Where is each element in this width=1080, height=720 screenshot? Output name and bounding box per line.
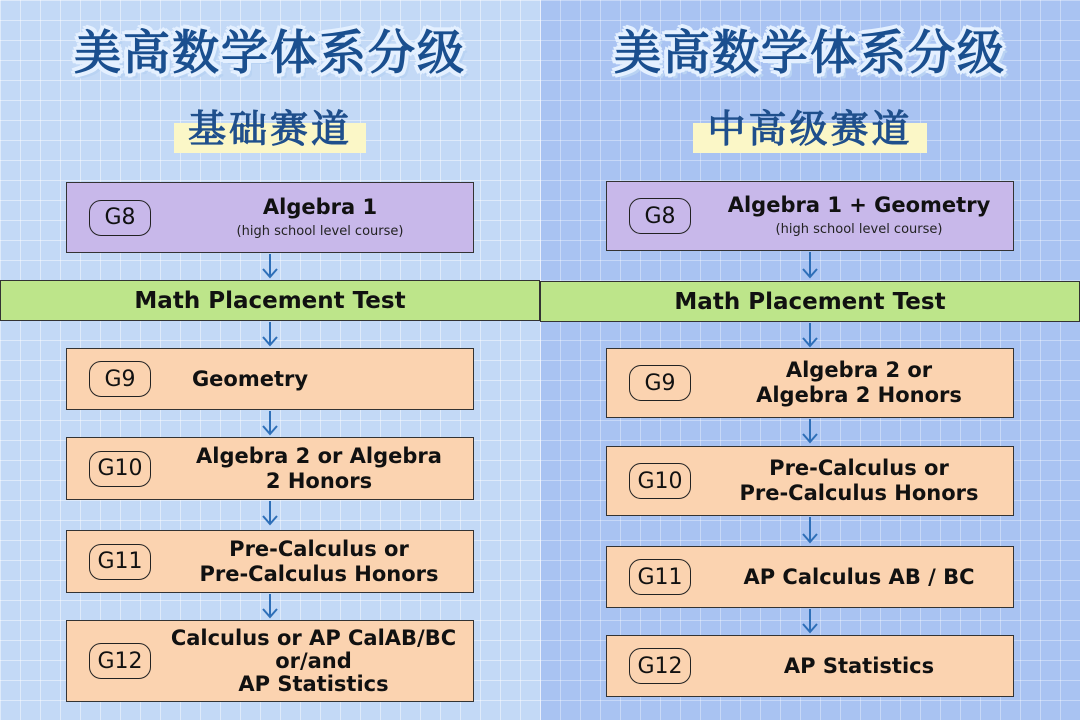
course-line: Algebra 2 or Algebra: [196, 443, 442, 468]
grade-badge-g11: G11: [89, 544, 151, 580]
right-g12-box: [606, 635, 1014, 697]
course-line: Pre-Calculus Honors: [199, 561, 439, 586]
course-line: AP Calculus AB / BC: [743, 564, 975, 589]
placement-test-label: Math Placement Test: [134, 287, 406, 314]
course-line: Pre-Calculus or: [229, 536, 409, 561]
left-g11-box: [66, 530, 474, 593]
grade-badge-g12: G12: [89, 643, 151, 679]
right-g8-box: [606, 181, 1014, 251]
down-arrow-icon: [800, 609, 820, 635]
course-line: Pre-Calculus Honors: [739, 481, 979, 505]
grade-badge-g10: G10: [89, 451, 151, 487]
left-placement-test-bar: [0, 280, 540, 321]
down-arrow-icon: [800, 323, 820, 349]
down-arrow-icon: [260, 254, 280, 280]
right-g9-box: [606, 348, 1014, 418]
course-line: Algebra 2 or: [785, 358, 933, 382]
course-line: 2 Honors: [265, 468, 373, 493]
right-panel-advanced-track: [540, 0, 1080, 720]
course-line: Pre-Calculus or: [769, 456, 949, 480]
grade-badge-g8: G8: [629, 198, 691, 234]
grade-badge-g11: G11: [629, 559, 691, 595]
down-arrow-icon: [800, 419, 820, 445]
grade-badge-g12: G12: [629, 648, 691, 684]
left-g9-box: [66, 348, 474, 410]
right-subtitle: 中高级赛道: [693, 96, 926, 155]
left-g10-box: [66, 437, 474, 500]
right-g11-box: [606, 546, 1014, 608]
grade-badge-g8: G8: [89, 200, 151, 236]
down-arrow-icon: [800, 252, 820, 280]
grade-badge-g9: G9: [89, 361, 151, 397]
placement-test-label: Math Placement Test: [674, 288, 946, 315]
right-placement-test-bar: [540, 281, 1080, 322]
course-line: or/and: [275, 648, 352, 673]
course-line: Geometry: [191, 366, 309, 391]
course-note: (high school level course): [775, 222, 943, 237]
down-arrow-icon: [260, 411, 280, 437]
left-g12-box: [66, 620, 474, 702]
grade-badge-g9: G9: [629, 365, 691, 401]
right-title: 美高数学体系分级: [614, 26, 1006, 81]
course-line: Calculus or AP CalAB/BC: [170, 625, 457, 650]
left-g8-box: [66, 182, 474, 253]
down-arrow-icon: [260, 322, 280, 348]
left-subtitle: 基础赛道: [174, 96, 366, 155]
course-line: AP Statistics: [238, 671, 389, 696]
course-line: Algebra 2 Honors: [756, 383, 962, 407]
grade-badge-g10: G10: [629, 463, 691, 499]
right-g10-box: [606, 446, 1014, 516]
course-name: Algebra 1 + Geometry: [727, 193, 991, 217]
course-note: (high school level course): [236, 223, 404, 239]
course-line: AP Statistics: [783, 653, 935, 678]
left-title: 美高数学体系分级: [74, 26, 466, 81]
down-arrow-icon: [260, 501, 280, 527]
course-name: Algebra 1: [262, 194, 378, 219]
down-arrow-icon: [260, 594, 280, 620]
down-arrow-icon: [800, 517, 820, 545]
